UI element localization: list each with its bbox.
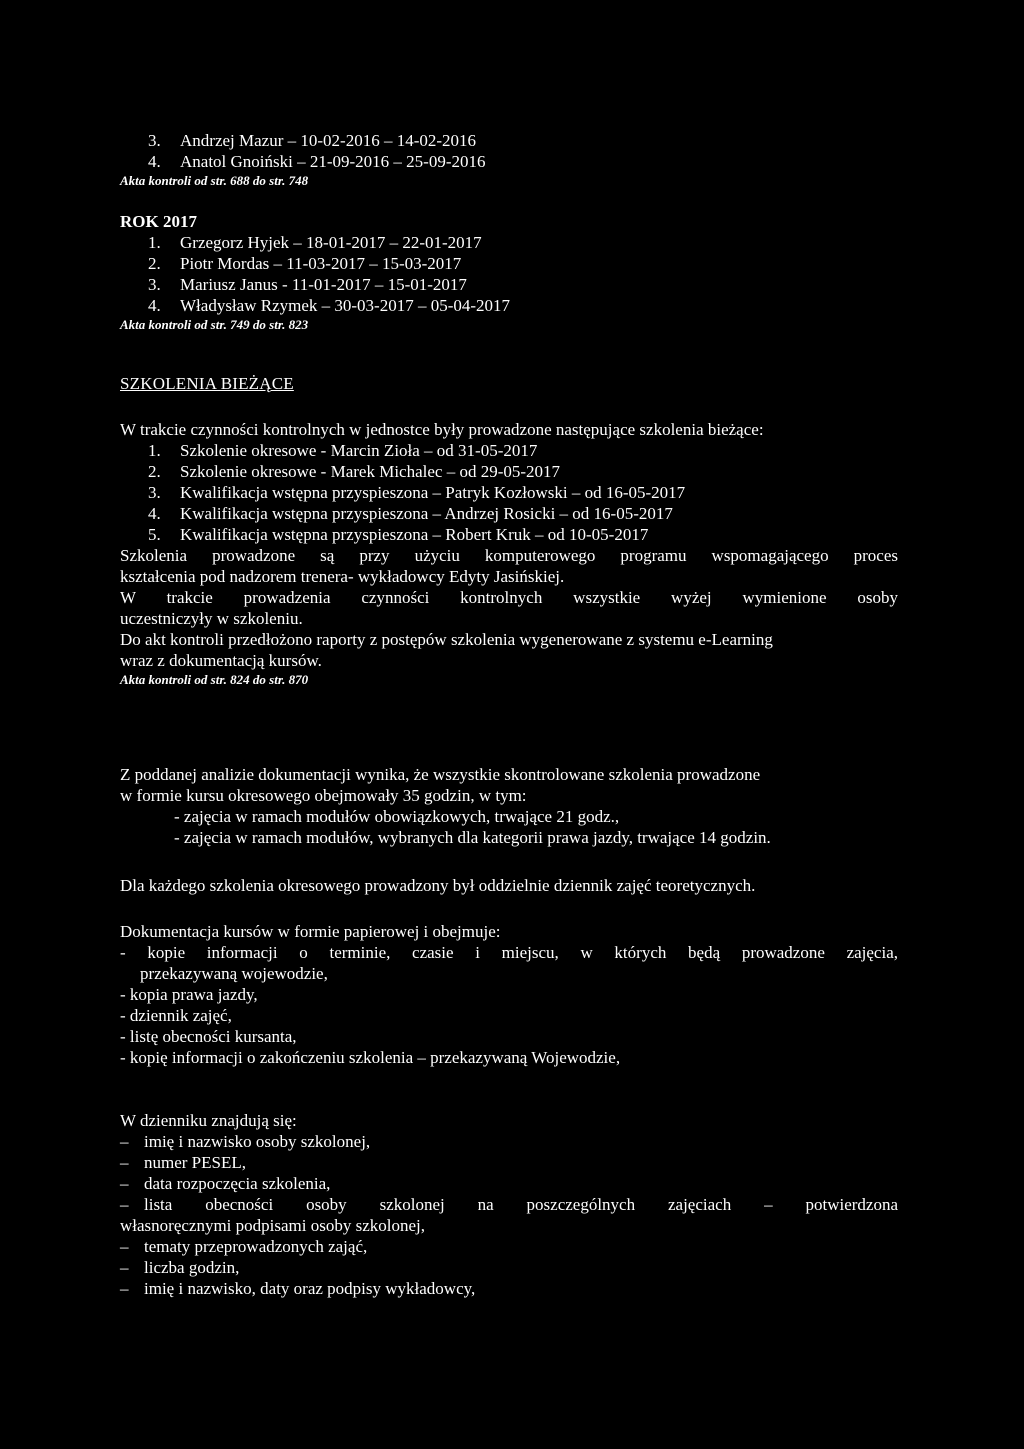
list-item: 3. Andrzej Mazur – 10-02-2016 – 14-02-2016 <box>148 131 477 150</box>
akta-reference: Akta kontroli od str. 749 do str. 823 <box>120 317 309 332</box>
list-item: 2. Piotr Mordas – 11-03-2017 – 15-03-2017 <box>148 254 462 273</box>
list-item: 4. Kwalifikacja wstępna przyspieszona – Andrzej Rosicki – od 16-05-2017 <box>148 504 673 523</box>
list-item: – liczba godzin, <box>120 1258 240 1277</box>
list-item: 4. Anatol Gnoiński – 21-09-2016 – 25-09-2016 <box>148 152 486 171</box>
diary-section <box>120 1110 898 1299</box>
list-item: 1. Szkolenie okresowe - Marcin Zioła – od 31-05-2017 <box>148 441 538 460</box>
list-item: - kopie informacji o terminie, czasie i miejscu, w których będą prowadzone zajęcia, <box>120 943 898 962</box>
list-item: 3. Mariusz Janus - 11-01-2017 – 15-01-2017 <box>148 275 467 294</box>
year-heading: ROK 2017 <box>120 212 197 231</box>
list-item: - kopia prawa jazdy, <box>120 985 258 1004</box>
journal-note: Dla każdego szkolenia okresowego prowadzony był oddzielnie dziennik zajęć teoretycznych. <box>120 876 756 895</box>
list-item: – tematy przeprowadzonych zająć, <box>120 1237 368 1256</box>
documentation-section <box>120 921 898 1068</box>
list-item: – data rozpoczęcia szkolenia, <box>120 1174 331 1193</box>
list-item: - listę obecności kursanta, <box>120 1027 297 1046</box>
list-item-continuation: przekazywaną wojewodzie, <box>140 964 328 983</box>
list-item: – imię i nazwisko, daty oraz podpisy wykładowcy, <box>120 1279 476 1298</box>
list-item: – imię i nazwisko osoby szkolonej, <box>120 1132 371 1151</box>
analysis-subitem: - zajęcia w ramach modułów obowiązkowych, trwające 21 godz., <box>174 807 620 826</box>
list-item: – numer PESEL, <box>120 1153 246 1172</box>
list-item: 1. Grzegorz Hyjek – 18-01-2017 – 22-01-2017 <box>148 233 482 252</box>
diary-intro: W dzienniku znajdują się: <box>120 1111 297 1130</box>
list-item: 4. Władysław Rzymek – 30-03-2017 – 05-04-2017 <box>148 296 511 315</box>
list-item: – lista obecności osoby szkolonej na poszczególnych zajęciach – potwierdzona <box>120 1195 898 1214</box>
list-item: 2. Szkolenie okresowe - Marek Michalec – od 29-05-2017 <box>148 462 561 481</box>
akta-reference: Akta kontroli od str. 688 do str. 748 <box>120 173 309 188</box>
intro-text: W trakcie czynności kontrolnych w jednostce były prowadzone następujące szkolenia bieżące: <box>120 420 764 439</box>
current-trainings-section <box>120 419 910 545</box>
akta-reference: Akta kontroli od str. 824 do str. 870 <box>120 672 309 687</box>
list-item: 5. Kwalifikacja wstępna przyspieszona – Robert Kruk – od 10-05-2017 <box>148 525 649 544</box>
paragraph-program: Szkolenia prowadzone są przy użyciu komputerowego programu wspomagającego proces kształcenia pod nadzorem trenera- wykładowcy Edyty Jasińskiej. W trakcie prowadzenia czynności kontrolnych wszystkie wyżej wymienione osoby uczestniczyły w szkoleniu. Do akt kontroli przedłożono raporty z postępów szkolenia wygenerowane z systemu e-Learning wraz z dokumentacją kursów. Akta kontroli od str. 824 do str. 870 <box>120 546 898 687</box>
analysis-subitem: - zajęcia w ramach modułów, wybranych dla kategorii prawa jazdy, trwające 14 godzin. <box>174 828 771 847</box>
list-item: - dziennik zajęć, <box>120 1006 232 1025</box>
list-item: 3. Kwalifikacja wstępna przyspieszona – Patryk Kozłowski – od 16-05-2017 <box>148 483 686 502</box>
documentation-intro: Dokumentacja kursów w formie papierowej i obejmuje: <box>120 922 501 941</box>
section-heading: SZKOLENIA BIEŻĄCE <box>120 374 294 393</box>
list-item-continuation: własnoręcznymi podpisami osoby szkolonej, <box>120 1216 426 1235</box>
year-2017-section <box>120 211 898 334</box>
list-item: - kopię informacji o zakończeniu szkolenia – przekazywaną Wojewodzie, <box>120 1048 621 1067</box>
analysis-paragraph: Z poddanej analizie dokumentacji wynika, że wszystkie skontrolowane szkolenia prowadzone w formie kursu okresowego obejmowały 35 godzin, w tym: - zajęcia w ramach modułów obowiązkowych, trwające 21 godz., - zajęcia w ramach modułów, wybranych dla kategorii prawa jazdy, trwające 14 godzin. <box>120 764 898 848</box>
list-2016-continued <box>120 130 898 190</box>
